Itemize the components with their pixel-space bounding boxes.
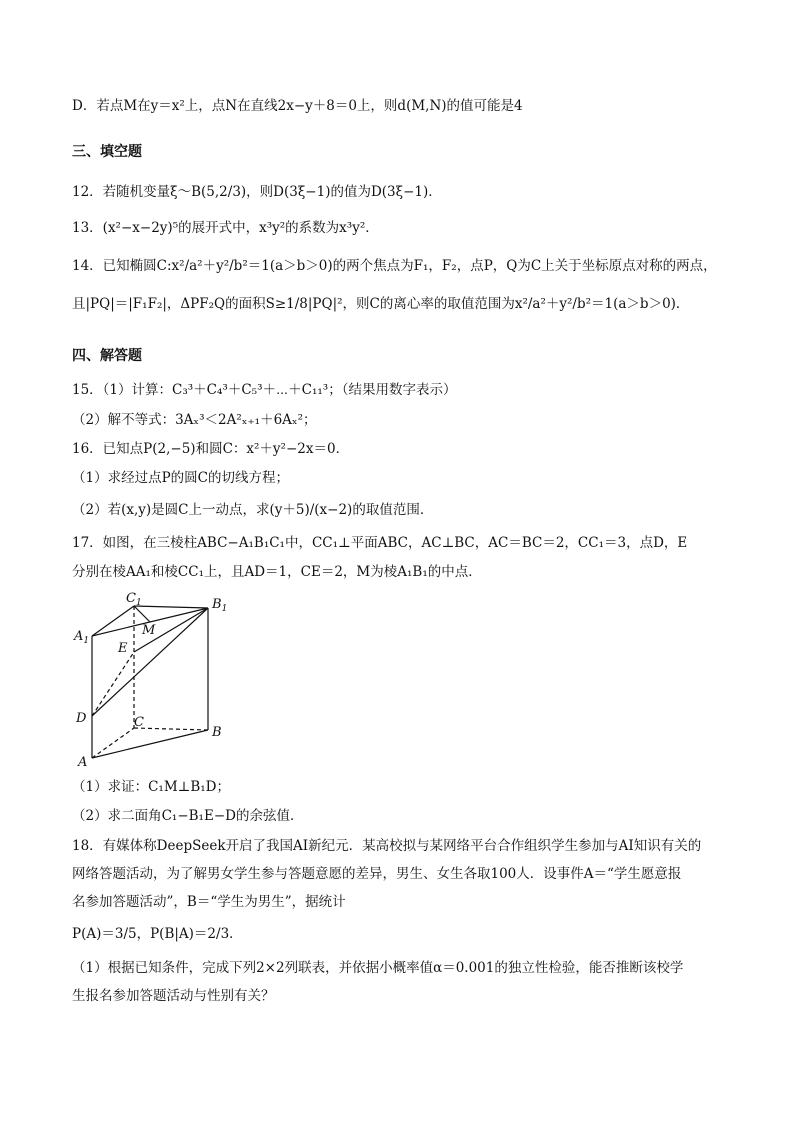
question-17-part1: （1）求证：C₁M⊥B₁D； <box>72 779 231 795</box>
question-16-part2: （2）若(x,y)是圆C上一动点，求(y＋5)/(x−2)的取值范围． <box>72 502 434 518</box>
question-18-part1-line2: 生报名参加答题活动与性别有关？ <box>72 988 275 1004</box>
label-b: B <box>212 725 222 740</box>
question-18-part1-line1: （1）根据已知条件，完成下列2×2列联表，并依据小概率值α＝0.001的独立性检验，能否推断该校学 <box>72 960 684 976</box>
label-a1: $A_1$ <box>74 629 90 646</box>
question-15-part1: 15．（1）计算：C₃³＋C₄³＋C₅³＋⋯＋C₁₁³；（结果用数字表示） <box>72 382 457 398</box>
label-c1: $C_1$ <box>126 591 142 608</box>
question-17-line2: 分别在棱AA₁和棱CC₁上，且AD＝1，CE＝2，M为棱A₁B₁的中点． <box>72 564 482 580</box>
segment-d-e <box>92 652 134 716</box>
question-18-line2: 网络答题活动，为了解男女学生参与答题意愿的差异，男生、女生各取100人．设事件A＝“学生愿意报 <box>72 866 682 882</box>
label-e: E <box>118 641 128 656</box>
question-12: 12．若随机变量ξ～B(5,2/3)，则D(3ξ−1)的值为D(3ξ−1)． <box>72 184 442 200</box>
label-c: C <box>134 715 144 730</box>
question-14-line2: 且|PQ|＝|F₁F₂|，ΔPF₂Q的面积S≥1/8|PQ|²，则C的离心率的取值范围为x²/a²＋y²/b²＝1(a＞b＞0)． <box>72 296 690 312</box>
section-fill-in-heading: 三、填空题 <box>72 144 142 160</box>
question-13: 13．(x²−x−2y)⁵的展开式中，x³y²的系数为x³y²． <box>72 220 379 236</box>
question-17-line1: 17．如图，在三棱柱ABC−A₁B₁C₁中，CC₁⊥平面ABC，AC⊥BC，AC＝BC＝2，CC₁＝3，点D，E <box>72 535 688 551</box>
label-d: D <box>76 711 87 726</box>
question-14-line1: 14．已知椭圆C:x²/a²＋y²/b²＝1(a＞b＞0)的两个焦点为F₁，F₂，点P，Q为C上关于坐标原点对称的两点， <box>72 258 717 274</box>
edge-c-b <box>134 728 208 730</box>
section-solve-heading: 四、解答题 <box>72 348 142 364</box>
question-18-line4: P(A)＝3/5，P(B|A)＝2/3． <box>72 926 243 942</box>
label-a: A <box>78 755 88 770</box>
question-17-part2: （2）求二面角C₁−B₁E−D的余弦值． <box>72 808 304 824</box>
question-18-line3: 名参加答题活动”，B＝“学生为男生”，据统计 <box>72 894 346 910</box>
prism-figure <box>72 588 242 768</box>
edge-a-b <box>92 730 208 758</box>
option-d: D．若点M在y＝x²上，点N在直线2x−y＋8＝0上，则d(M,N)的值可能是4 <box>72 98 523 114</box>
question-18-line1: 18．有媒体称DeepSeek开启了我国AI新纪元．某高校拟与某网络平台合作组织学生参加与AI知识有关的 <box>72 838 702 854</box>
label-b1: $B_1$ <box>212 597 228 614</box>
question-16: 16．已知点P(2,−5)和圆C：x²＋y²−2x＝0． <box>72 441 350 457</box>
segment-c1-m <box>134 606 150 622</box>
question-15-part2: （2）解不等式：3Aₓ³＜2A²ₓ₊₁＋6Aₓ²； <box>72 412 317 428</box>
edge-c1-b1 <box>134 606 208 608</box>
prism-diagram <box>72 588 242 768</box>
question-16-part1: （1）求经过点P的圆C的切线方程； <box>72 470 290 486</box>
label-m: M <box>142 623 156 638</box>
